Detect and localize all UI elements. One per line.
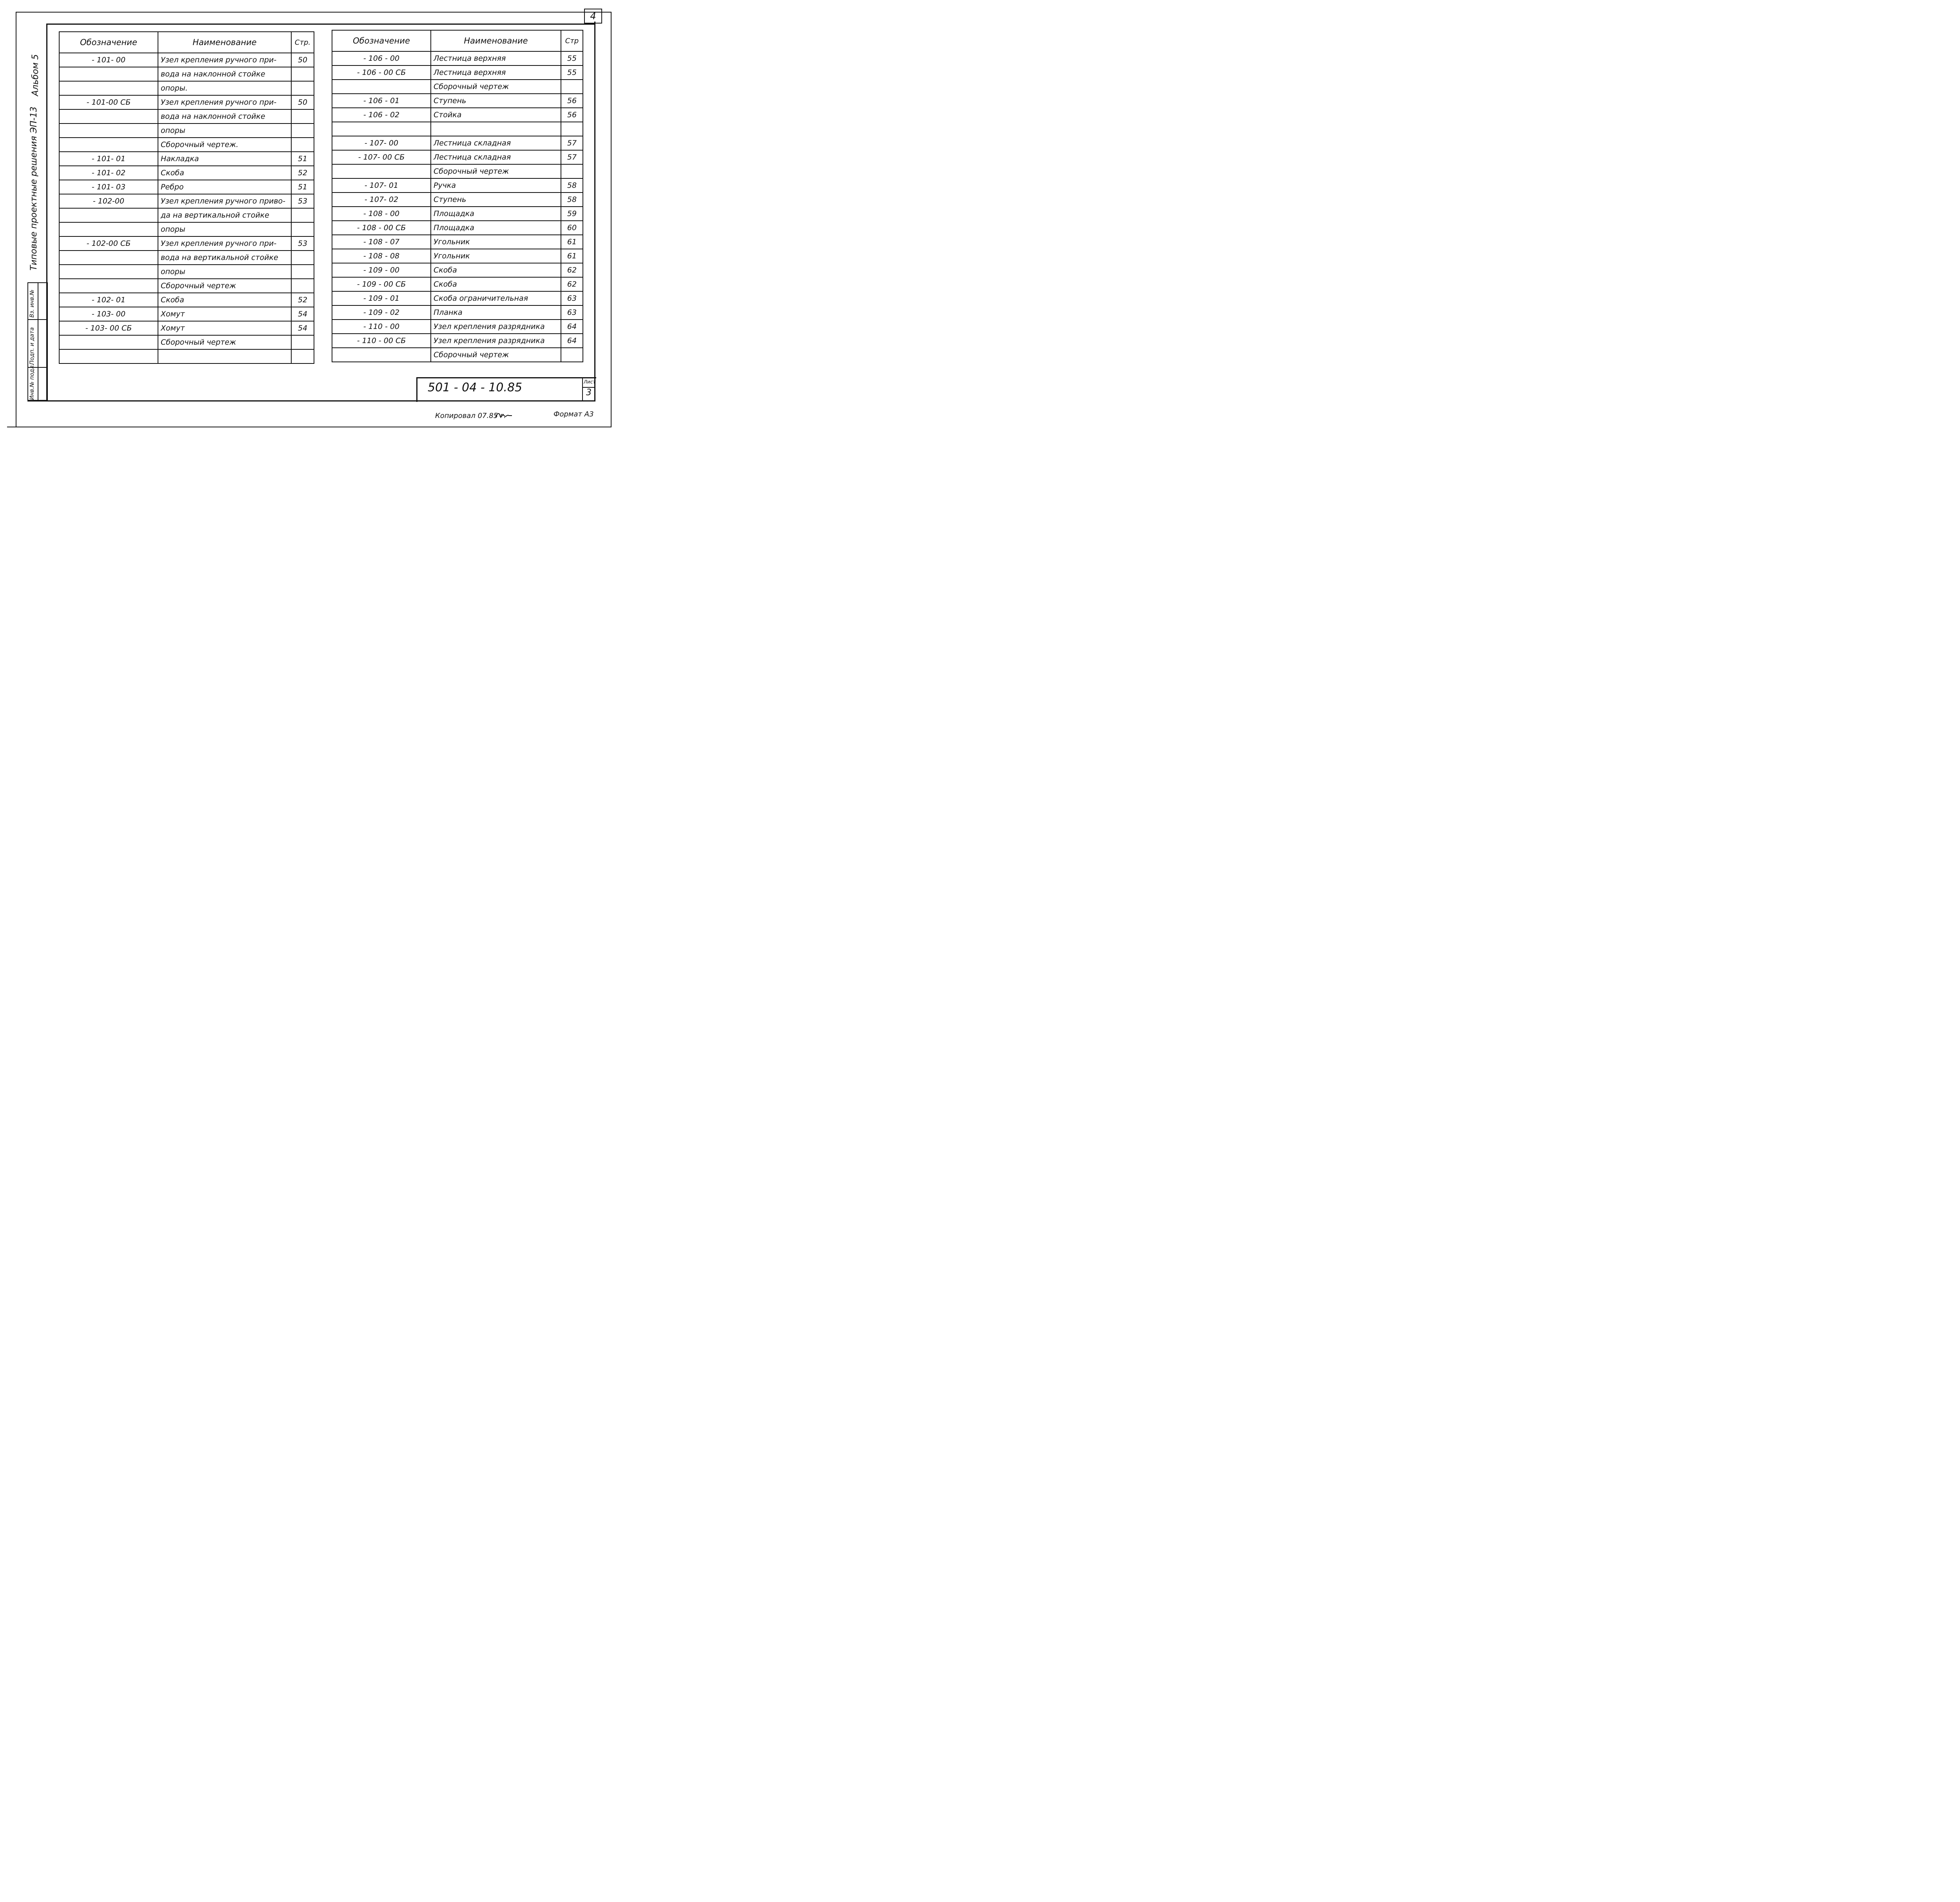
row-page	[291, 109, 314, 124]
table-row	[59, 293, 314, 307]
row-name: Сборочный чертеж.	[158, 138, 291, 152]
column-page: Стр	[561, 30, 583, 51]
row-page	[291, 349, 314, 363]
table-row	[59, 335, 314, 349]
row-name: Угольник	[431, 249, 561, 263]
table-row	[332, 122, 583, 136]
row-designation: - 101- 01	[59, 152, 158, 166]
row-designation	[59, 109, 158, 124]
table-row	[59, 95, 314, 109]
spec-table-left	[59, 31, 314, 364]
row-page: 54	[291, 321, 314, 335]
row-page	[291, 222, 314, 236]
row-designation	[332, 80, 431, 94]
table-row	[332, 150, 583, 164]
table-row	[332, 51, 583, 65]
table-row	[59, 124, 314, 138]
row-page	[291, 251, 314, 265]
row-page: 63	[561, 291, 583, 305]
row-name: Накладка	[158, 152, 291, 166]
table-row	[59, 265, 314, 279]
table-row	[332, 221, 583, 235]
row-name: Скоба	[158, 166, 291, 180]
row-designation: - 109 - 00 СБ	[332, 277, 431, 291]
table-row	[59, 180, 314, 194]
row-page: 63	[561, 305, 583, 320]
row-page: 52	[291, 166, 314, 180]
row-designation	[59, 222, 158, 236]
row-page	[291, 138, 314, 152]
row-name: Планка	[431, 305, 561, 320]
row-page: 55	[561, 65, 583, 80]
row-designation: - 101- 00	[59, 53, 158, 67]
row-page	[291, 279, 314, 293]
row-designation	[59, 138, 158, 152]
table-row	[332, 249, 583, 263]
row-designation: - 109 - 00	[332, 263, 431, 277]
table-row	[332, 277, 583, 291]
row-designation	[332, 348, 431, 362]
row-page	[291, 208, 314, 222]
row-name: Лестница складная	[431, 136, 561, 150]
row-page: 64	[561, 320, 583, 334]
row-name: Сборочный чертеж	[431, 80, 561, 94]
row-name: Узел крепления разрядника	[431, 320, 561, 334]
document-code: 501 - 04 - 10.85	[428, 381, 523, 394]
stamp-inventory-label: Инв.№ подл.	[29, 363, 35, 400]
table-row	[59, 222, 314, 236]
row-name: Скоба	[431, 263, 561, 277]
row-name: Лестница верхняя	[431, 65, 561, 80]
row-page	[561, 80, 583, 94]
row-designation: - 108 - 00	[332, 207, 431, 221]
row-name: да на вертикальной стойке	[158, 208, 291, 222]
row-designation	[59, 279, 158, 293]
table-row	[332, 80, 583, 94]
table-row	[59, 349, 314, 363]
row-name: Хомут	[158, 321, 291, 335]
row-designation: - 101- 02	[59, 166, 158, 180]
row-name: Сборочный чертеж	[431, 348, 561, 362]
row-name: Площадка	[431, 221, 561, 235]
table-row	[332, 178, 583, 193]
row-page: 60	[561, 221, 583, 235]
row-designation: - 109 - 02	[332, 305, 431, 320]
row-page: 51	[291, 180, 314, 194]
row-designation: - 109 - 01	[332, 291, 431, 305]
table-row	[332, 136, 583, 150]
row-page	[561, 164, 583, 178]
row-page: 57	[561, 136, 583, 150]
row-page: 59	[561, 207, 583, 221]
row-name: Хомут	[158, 307, 291, 321]
row-designation	[332, 122, 431, 136]
table-row	[59, 194, 314, 208]
row-page: 54	[291, 307, 314, 321]
row-page	[291, 81, 314, 95]
sheet-label: Лист	[584, 379, 596, 385]
row-designation: - 103- 00 СБ	[59, 321, 158, 335]
table-row	[59, 53, 314, 67]
table-row	[59, 138, 314, 152]
row-designation: - 108 - 07	[332, 235, 431, 249]
row-name: Ступень	[431, 94, 561, 108]
table-row	[332, 334, 583, 348]
table-row	[59, 67, 314, 81]
row-page	[291, 67, 314, 81]
row-designation: - 110 - 00 СБ	[332, 334, 431, 348]
row-page: 53	[291, 194, 314, 208]
stamp-exchange-label: Вз. инв.№	[29, 289, 35, 318]
table-row	[59, 81, 314, 95]
row-designation: - 106 - 00 СБ	[332, 65, 431, 80]
row-page: 62	[561, 277, 583, 291]
sheet-corner-number: 4	[590, 11, 596, 22]
table-row	[332, 263, 583, 277]
row-name: Площадка	[431, 207, 561, 221]
sheet-corner-box	[584, 9, 602, 24]
row-page: 64	[561, 334, 583, 348]
row-designation: - 102- 01	[59, 293, 158, 307]
row-page: 62	[561, 263, 583, 277]
table-row	[59, 166, 314, 180]
row-name: Сборочный чертеж	[158, 335, 291, 349]
copied-note: Копировал 07.85 г.	[435, 412, 506, 420]
table-row	[332, 207, 583, 221]
row-designation	[332, 164, 431, 178]
table-row	[59, 152, 314, 166]
row-page	[291, 265, 314, 279]
row-designation: - 101-00 СБ	[59, 95, 158, 109]
row-designation: - 110 - 00	[332, 320, 431, 334]
row-designation	[59, 81, 158, 95]
row-name: Узел крепления ручного приво-	[158, 194, 291, 208]
row-name: Лестница складная	[431, 150, 561, 164]
row-designation: - 106 - 01	[332, 94, 431, 108]
title-block	[416, 377, 596, 402]
table-row	[332, 65, 583, 80]
row-page: 56	[561, 108, 583, 122]
row-name: вода на вертикальной стойке	[158, 251, 291, 265]
row-name: вода на наклонной стойке	[158, 67, 291, 81]
row-name: Скоба	[431, 277, 561, 291]
row-name: Лестница верхняя	[431, 51, 561, 65]
row-name: Угольник	[431, 235, 561, 249]
table-row	[332, 320, 583, 334]
table-row	[332, 348, 583, 362]
row-name: Скоба	[158, 293, 291, 307]
column-name: Наименование	[431, 30, 561, 51]
column-designation: Обозначение	[332, 30, 431, 51]
row-page: 58	[561, 178, 583, 193]
row-designation: - 103- 00	[59, 307, 158, 321]
row-page: 53	[291, 236, 314, 251]
row-name: Сборочный чертеж	[431, 164, 561, 178]
row-name: Ручка	[431, 178, 561, 193]
row-name: Сборочный чертеж	[158, 279, 291, 293]
row-page: 56	[561, 94, 583, 108]
row-designation: - 102-00	[59, 194, 158, 208]
format-note: Формат А3	[554, 410, 594, 418]
stamp-signature-label: Подп. и дата	[29, 327, 35, 365]
row-name: Узел крепления ручного при-	[158, 236, 291, 251]
row-name: вода на наклонной стойке	[158, 109, 291, 124]
row-page	[291, 124, 314, 138]
sheet-number: 3	[586, 388, 592, 398]
row-name: Ребро	[158, 180, 291, 194]
row-designation: - 106 - 02	[332, 108, 431, 122]
approval-stamp	[27, 282, 48, 401]
row-page: 50	[291, 53, 314, 67]
row-page	[291, 335, 314, 349]
row-designation: - 101- 03	[59, 180, 158, 194]
row-name: Ступень	[431, 193, 561, 207]
row-name: Скоба ограничительная	[431, 291, 561, 305]
table-row	[59, 307, 314, 321]
row-name: опоры	[158, 124, 291, 138]
table-row	[332, 193, 583, 207]
table-row	[59, 279, 314, 293]
table-row	[59, 251, 314, 265]
column-name: Наименование	[158, 32, 291, 53]
table-row	[59, 321, 314, 335]
table-row	[332, 291, 583, 305]
row-designation: - 108 - 08	[332, 249, 431, 263]
row-designation: - 102-00 СБ	[59, 236, 158, 251]
row-designation: - 107- 02	[332, 193, 431, 207]
row-designation: - 106 - 00	[332, 51, 431, 65]
row-name: опоры	[158, 222, 291, 236]
row-page	[561, 348, 583, 362]
spec-table-right	[332, 30, 583, 362]
row-name: Узел крепления разрядника	[431, 334, 561, 348]
copied-signature	[495, 411, 513, 421]
row-name: опоры	[158, 265, 291, 279]
table-row	[332, 164, 583, 178]
row-page: 57	[561, 150, 583, 164]
row-page: 58	[561, 193, 583, 207]
row-name: Узел крепления ручного при-	[158, 53, 291, 67]
row-designation: - 107- 01	[332, 178, 431, 193]
row-page: 52	[291, 293, 314, 307]
table-row	[332, 108, 583, 122]
table-row	[59, 109, 314, 124]
table-row	[59, 208, 314, 222]
table-row	[332, 94, 583, 108]
row-name	[431, 122, 561, 136]
row-page: 51	[291, 152, 314, 166]
table-row	[332, 235, 583, 249]
row-page: 50	[291, 95, 314, 109]
row-designation: - 107- 00 СБ	[332, 150, 431, 164]
table-row	[332, 305, 583, 320]
row-name: Стойка	[431, 108, 561, 122]
row-page: 61	[561, 235, 583, 249]
row-page: 61	[561, 249, 583, 263]
series-label: Типовые проектные решения ЭП-13	[29, 106, 39, 271]
column-designation: Обозначение	[59, 32, 158, 53]
row-designation: - 108 - 00 СБ	[332, 221, 431, 235]
row-designation	[59, 335, 158, 349]
row-designation	[59, 124, 158, 138]
row-designation	[59, 208, 158, 222]
row-designation	[59, 349, 158, 363]
row-page: 55	[561, 51, 583, 65]
row-page	[561, 122, 583, 136]
row-name: опоры.	[158, 81, 291, 95]
row-designation: - 107- 00	[332, 136, 431, 150]
row-designation	[59, 251, 158, 265]
row-designation	[59, 67, 158, 81]
row-designation	[59, 265, 158, 279]
table-row	[59, 236, 314, 251]
row-name	[158, 349, 291, 363]
column-page: Стр.	[291, 32, 314, 53]
album-label: Альбом 5	[31, 54, 40, 96]
row-name: Узел крепления ручного при-	[158, 95, 291, 109]
